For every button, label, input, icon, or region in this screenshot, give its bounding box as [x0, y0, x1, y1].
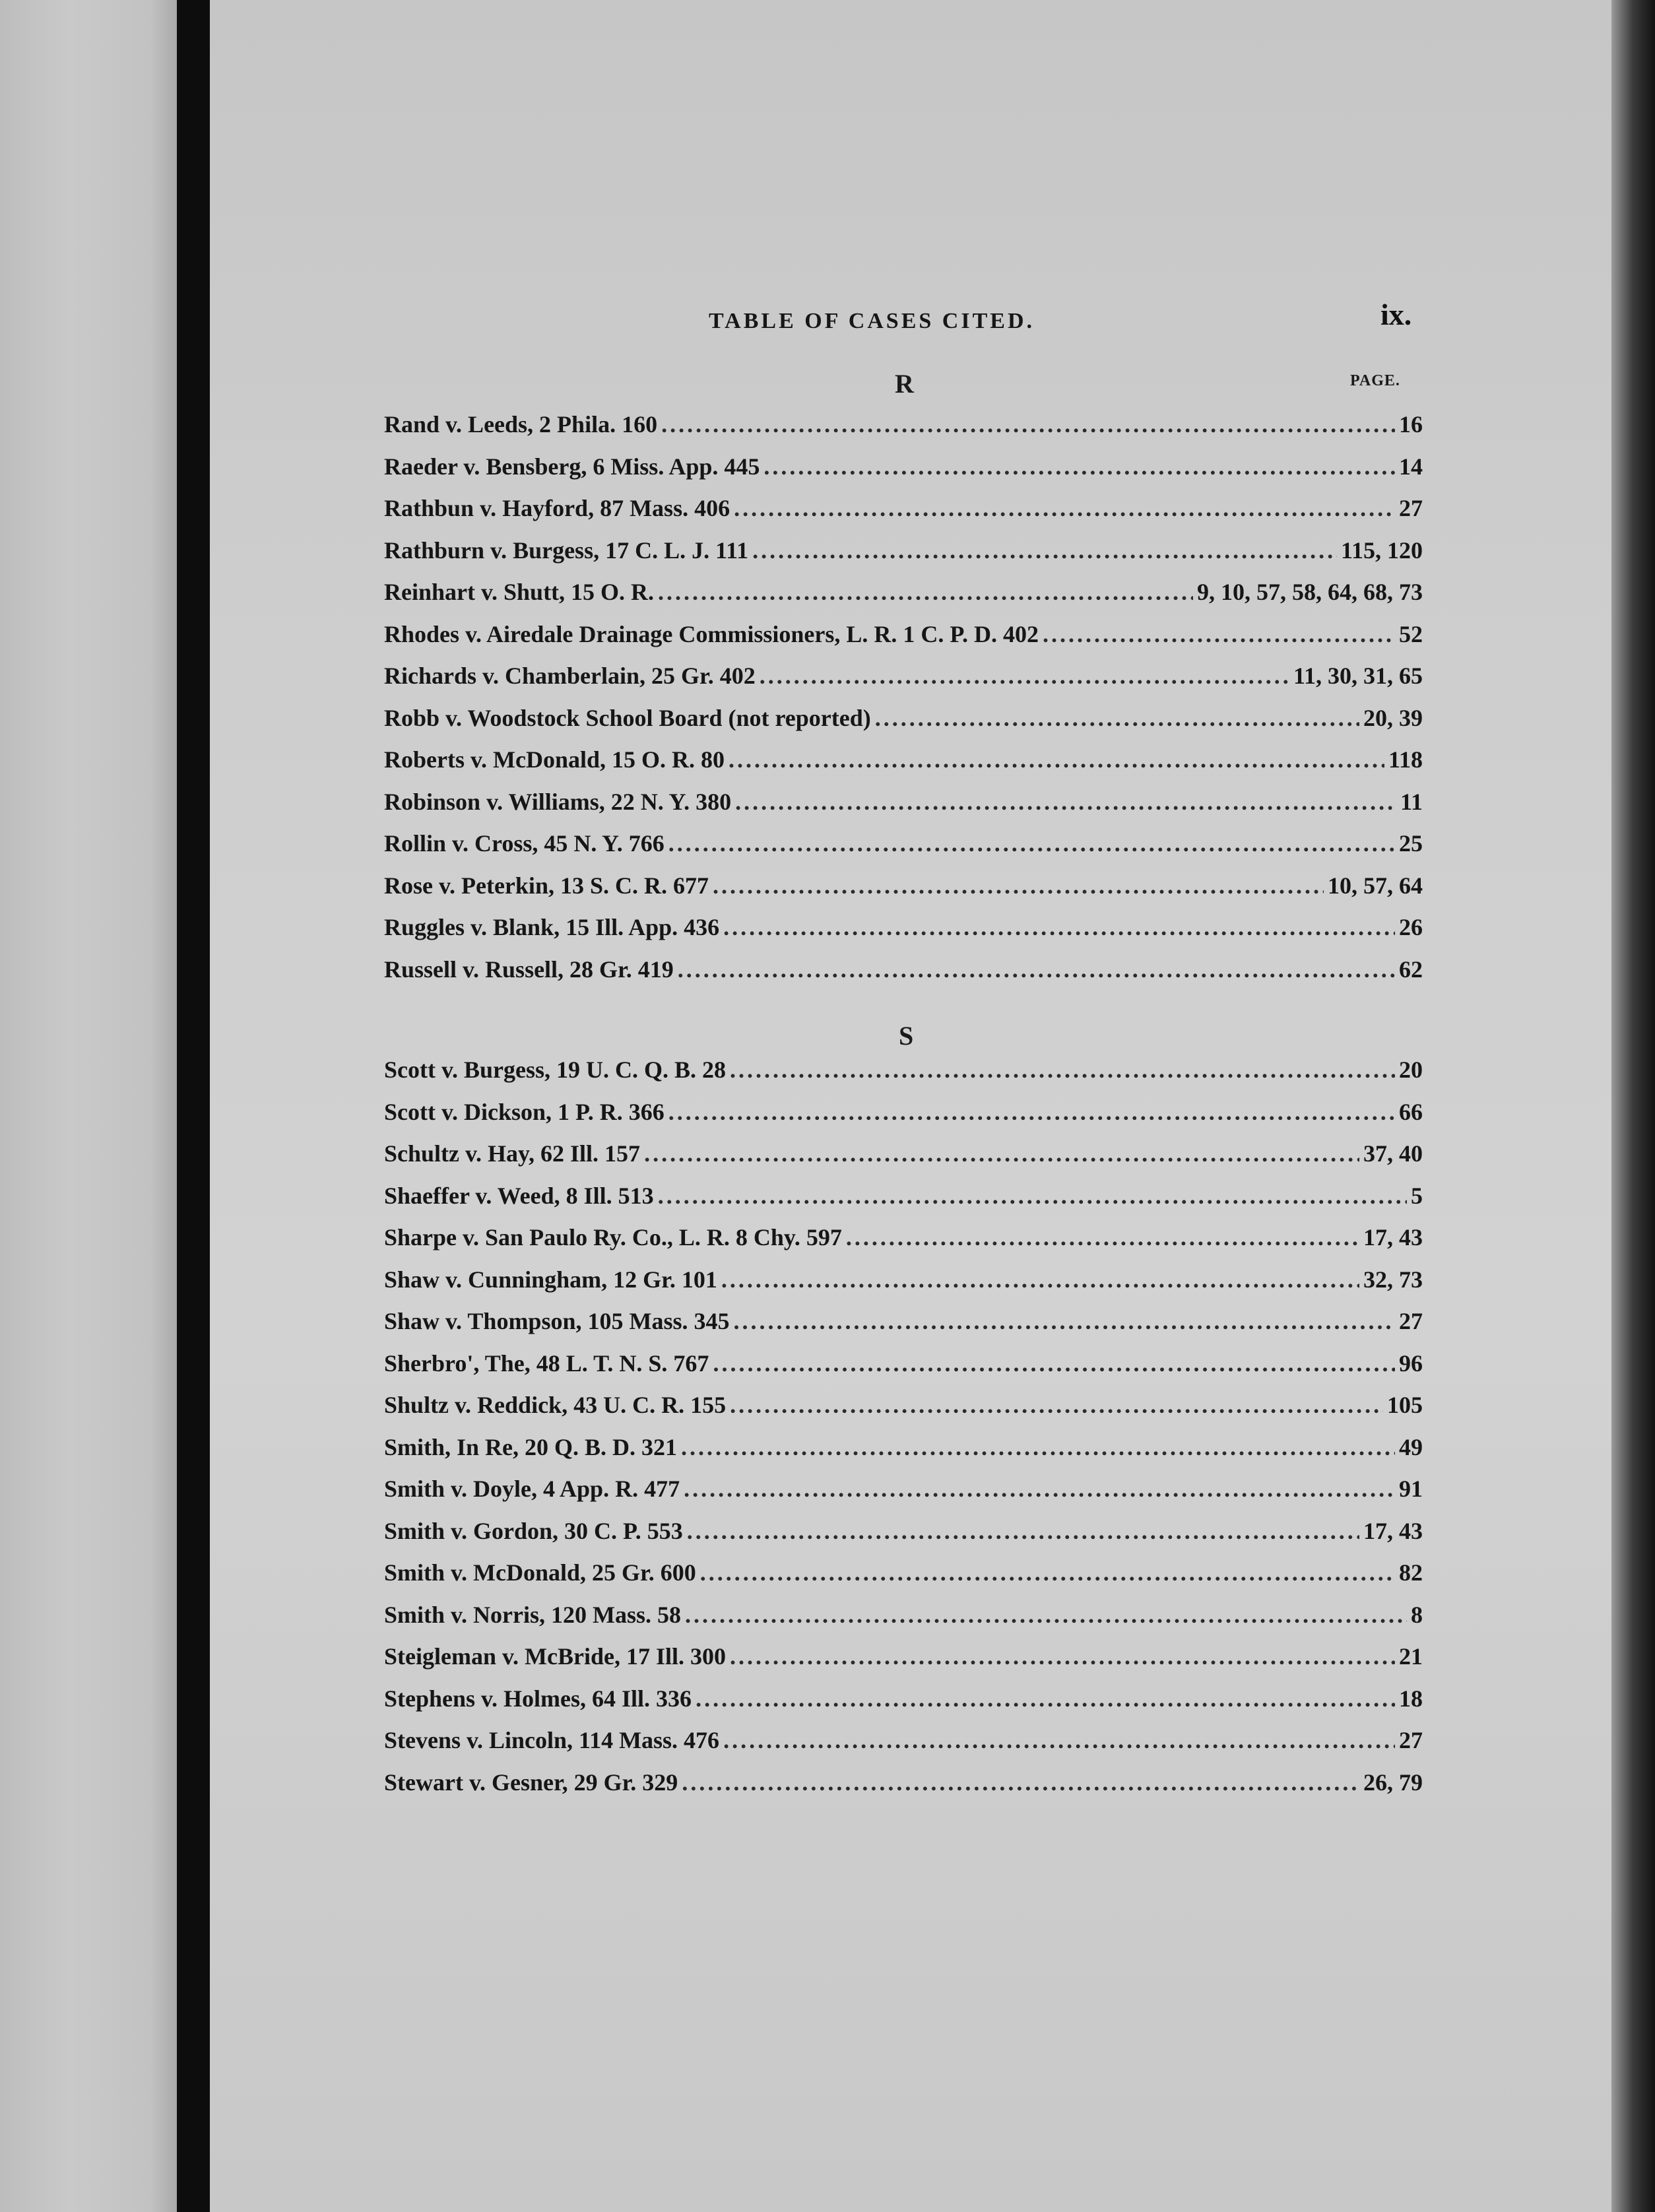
case-entry: [384, 410, 1423, 453]
page-references: 17, 43: [1363, 1224, 1423, 1251]
dot-leader: [760, 662, 1289, 690]
dot-leader: [687, 1517, 1359, 1545]
page-folio: ix.: [1380, 298, 1412, 331]
dot-leader: [763, 453, 1395, 480]
dot-leader: [685, 1601, 1407, 1629]
page-references: 52: [1399, 620, 1423, 647]
dot-leader: [684, 1475, 1395, 1503]
dot-leader: [668, 830, 1395, 857]
case-citation: Raeder v. Bensberg, 6 Miss. App. 445: [384, 453, 760, 480]
page-right-edge: [1611, 0, 1655, 2212]
page-references: 105: [1387, 1392, 1423, 1418]
page-references: 10, 57, 64: [1328, 872, 1423, 899]
dot-leader: [700, 1559, 1395, 1586]
case-citation: Rand v. Leeds, 2 Phila. 160: [384, 411, 658, 438]
dot-leader: [875, 704, 1359, 732]
dot-leader: [734, 494, 1395, 522]
dot-leader: [661, 410, 1395, 438]
case-entry: [384, 1433, 1423, 1476]
dot-leader: [730, 1391, 1383, 1419]
case-entry: [384, 830, 1423, 872]
case-citation: Richards v. Chamberlain, 25 Gr. 402: [384, 663, 756, 689]
page-references: 66: [1399, 1098, 1423, 1125]
page-references: 20, 39: [1363, 704, 1423, 731]
case-entry: [384, 578, 1423, 620]
case-citation: Steigleman v. McBride, 17 Ill. 300: [384, 1643, 726, 1670]
case-citation: Smith v. Doyle, 4 App. R. 477: [384, 1476, 680, 1502]
page-references: 25: [1399, 830, 1423, 857]
page-column-label: PAGE.: [1350, 372, 1400, 389]
case-citation: Robinson v. Williams, 22 N. Y. 380: [384, 788, 732, 815]
case-citation: Smith v. McDonald, 25 Gr. 600: [384, 1559, 696, 1586]
case-entry: [384, 1643, 1423, 1685]
case-entry: [384, 956, 1423, 998]
case-entry: [384, 1266, 1423, 1308]
page-references: 62: [1399, 956, 1423, 983]
dot-leader: [644, 1140, 1359, 1167]
case-citation: Shaw v. Cunningham, 12 Gr. 101: [384, 1266, 717, 1293]
dot-leader: [681, 1433, 1395, 1461]
dot-leader: [696, 1685, 1395, 1712]
page-references: 96: [1399, 1350, 1423, 1377]
case-entry: [384, 913, 1423, 956]
page-references: 32, 73: [1363, 1266, 1423, 1293]
case-citation: Russell v. Russell, 28 Gr. 419: [384, 956, 674, 983]
case-citation: Stevens v. Lincoln, 114 Mass. 476: [384, 1727, 720, 1753]
dot-leader: [721, 1266, 1359, 1293]
case-citation: Stephens v. Holmes, 64 Ill. 336: [384, 1685, 692, 1712]
page-references: 14: [1399, 453, 1423, 480]
case-entry: [384, 453, 1423, 495]
case-entry: [384, 1056, 1423, 1098]
dot-leader: [723, 1726, 1395, 1754]
case-citation: Sharpe v. San Paulo Ry. Co., L. R. 8 Chy. 597: [384, 1224, 842, 1251]
dot-leader: [713, 872, 1324, 899]
dot-leader: [658, 1182, 1407, 1210]
case-entry: [384, 1559, 1423, 1601]
dot-leader: [1043, 620, 1395, 648]
case-citation: Rathbun v. Hayford, 87 Mass. 406: [384, 495, 730, 521]
case-entry: [384, 1769, 1423, 1811]
case-entry: [384, 1685, 1423, 1727]
case-citation: Rollin v. Cross, 45 N. Y. 766: [384, 830, 665, 857]
case-entry: [384, 1182, 1423, 1224]
section-letter-s: S: [899, 1021, 914, 1051]
dot-leader: [658, 578, 1193, 606]
dot-leader: [668, 1098, 1395, 1126]
facing-page-edge: [0, 0, 177, 2212]
running-head-title: TABLE OF CASES CITED.: [709, 309, 1035, 333]
section-s-entries: [384, 1056, 1423, 1810]
case-entry: [384, 872, 1423, 914]
case-citation: Smith, In Re, 20 Q. B. D. 321: [384, 1433, 678, 1460]
case-citation: Reinhart v. Shutt, 15 O. R.: [384, 579, 655, 605]
case-entry: [384, 662, 1423, 704]
page-references: 26, 79: [1363, 1769, 1423, 1796]
case-citation: Shaw v. Thompson, 105 Mass. 345: [384, 1308, 730, 1334]
page-references: 118: [1388, 746, 1423, 773]
section-r-entries: [384, 410, 1423, 997]
case-entry: [384, 537, 1423, 579]
page-references: 27: [1399, 1308, 1423, 1334]
case-citation: Smith v. Gordon, 30 C. P. 553: [384, 1517, 683, 1544]
page-references: 49: [1399, 1433, 1423, 1460]
case-entry: [384, 1475, 1423, 1517]
page-references: 16: [1399, 411, 1423, 438]
page-references: 26: [1399, 914, 1423, 940]
page-references: 115, 120: [1340, 537, 1423, 564]
case-citation: Scott v. Dickson, 1 P. R. 366: [384, 1098, 665, 1125]
page-references: 21: [1399, 1643, 1423, 1670]
case-entry: [384, 1307, 1423, 1350]
dot-leader: [846, 1223, 1359, 1251]
case-citation: Smith v. Norris, 120 Mass. 58: [384, 1601, 681, 1628]
page-references: 20: [1399, 1057, 1423, 1083]
page-references: 27: [1399, 1727, 1423, 1753]
case-citation: Sherbro', The, 48 L. T. N. S. 767: [384, 1350, 709, 1377]
page-references: 8: [1411, 1601, 1423, 1628]
page-references: 82: [1399, 1559, 1423, 1586]
case-entry: [384, 494, 1423, 537]
case-citation: Shultz v. Reddick, 43 U. C. R. 155: [384, 1392, 727, 1418]
page-references: 27: [1399, 495, 1423, 521]
page-references: 9, 10, 57, 58, 64, 68, 73: [1197, 579, 1423, 605]
case-entry: [384, 1601, 1423, 1643]
case-entry: [384, 1098, 1423, 1140]
dot-leader: [678, 956, 1395, 983]
case-citation: Robb v. Woodstock School Board (not reported): [384, 704, 871, 731]
dot-leader: [682, 1769, 1359, 1796]
case-entry: [384, 1350, 1423, 1392]
page-references: 37, 40: [1363, 1140, 1423, 1167]
page-references: 5: [1411, 1182, 1423, 1209]
page-references: 11, 30, 31, 65: [1293, 663, 1423, 689]
dot-leader: [723, 913, 1395, 941]
case-entry: [384, 746, 1423, 788]
case-citation: Ruggles v. Blank, 15 Ill. App. 436: [384, 914, 720, 940]
case-citation: Rathburn v. Burgess, 17 C. L. J. 111: [384, 537, 749, 564]
dot-leader: [752, 537, 1337, 564]
page-references: 18: [1399, 1685, 1423, 1712]
dot-leader: [730, 1643, 1395, 1670]
dot-leader: [735, 788, 1396, 816]
dot-leader: [729, 746, 1384, 773]
case-citation: Roberts v. McDonald, 15 O. R. 80: [384, 746, 725, 773]
page-references: 17, 43: [1363, 1517, 1423, 1544]
case-citation: Scott v. Burgess, 19 U. C. Q. B. 28: [384, 1057, 727, 1083]
case-entry: [384, 620, 1423, 663]
case-entry: [384, 1726, 1423, 1769]
case-citation: Rhodes v. Airedale Drainage Commissioners, L. R. 1 C. P. D. 402: [384, 620, 1039, 647]
case-entry: [384, 704, 1423, 746]
case-entry: [384, 788, 1423, 830]
case-entry: [384, 1517, 1423, 1559]
case-citation: Shaeffer v. Weed, 8 Ill. 513: [384, 1182, 654, 1209]
section-letter-r: R: [895, 369, 914, 399]
dot-leader: [733, 1307, 1395, 1335]
case-entry: [384, 1223, 1423, 1266]
case-entry: [384, 1140, 1423, 1182]
case-entry: [384, 1391, 1423, 1433]
dot-leader: [730, 1056, 1395, 1084]
case-citation: Stewart v. Gesner, 29 Gr. 329: [384, 1769, 678, 1796]
dot-leader: [713, 1350, 1395, 1377]
book-gutter: [177, 0, 210, 2212]
page-references: 91: [1399, 1476, 1423, 1502]
page-references: 11: [1400, 788, 1423, 815]
case-citation: Schultz v. Hay, 62 Ill. 157: [384, 1140, 641, 1167]
case-citation: Rose v. Peterkin, 13 S. C. R. 677: [384, 872, 709, 899]
